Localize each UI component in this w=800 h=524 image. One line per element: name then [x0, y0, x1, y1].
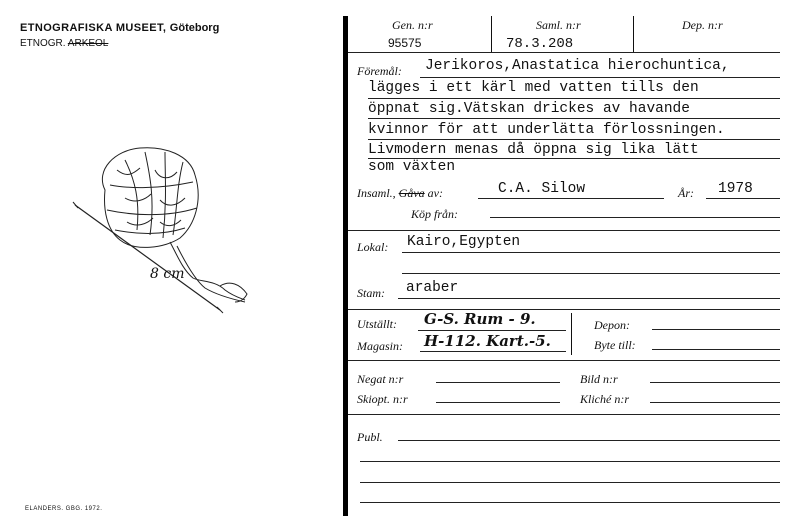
ar-value: 1978 — [718, 181, 753, 197]
lokal-value: Kairo,Egypten — [407, 234, 521, 250]
museum-city: Göteborg — [169, 22, 220, 34]
insaml-value: C.A. Silow — [498, 181, 586, 197]
utstallt-value: G-S. Rum - 9. — [424, 310, 536, 328]
department-line — [20, 38, 108, 49]
museum-name-line — [20, 22, 219, 34]
negat-label: Negat n:r — [357, 372, 404, 386]
depon-label: Depon: — [594, 318, 630, 332]
saml-label: Saml. n:r — [536, 18, 581, 32]
printer-imprint: ELANDERS. GBG. 1972. — [25, 506, 103, 512]
foremal-line-6: som växten — [368, 159, 456, 175]
saml-value: 78.3.208 — [506, 36, 574, 52]
department-struck: ARKEOL — [67, 38, 109, 49]
skiopt-label: Skiopt. n:r — [357, 392, 408, 406]
stam-value: araber — [406, 280, 459, 296]
magasin-value: H-112. Kart.-5. — [424, 332, 551, 350]
foremal-line-1: Jerikoros,Anastatica hierochuntica, — [425, 58, 730, 74]
insaml-label: Insaml., Gåva av: — [357, 186, 443, 200]
museum-name: ETNOGRAFISKA MUSEET, — [20, 22, 167, 34]
byte-label: Byte till: — [594, 338, 636, 352]
gava-struck: Gåva — [398, 186, 425, 200]
foremal-line-5: Livmodern menas då öppna sig lika lätt — [368, 142, 699, 158]
magasin-label: Magasin: — [357, 339, 403, 353]
publ-label: Publ. — [357, 430, 383, 444]
plant-illustration — [65, 130, 265, 370]
department-prefix: ETNOGR. — [20, 38, 66, 49]
scale-label: 8 cm — [150, 266, 185, 282]
foremal-label: Föremål: — [357, 64, 402, 78]
gen-value: 95575 — [388, 36, 422, 50]
dep-label: Dep. n:r — [682, 18, 723, 32]
bild-label: Bild n:r — [580, 372, 618, 386]
cliche-label: Kliché n:r — [580, 392, 629, 406]
scale-line — [75, 205, 220, 310]
gen-label: Gen. n:r — [392, 18, 433, 32]
lokal-label: Lokal: — [357, 240, 389, 254]
utstallt-label: Utställt: — [357, 317, 398, 331]
kop-label: Köp från: — [411, 207, 459, 221]
foremal-line-2: lägges i ett kärl med vatten tills den — [368, 80, 699, 96]
foremal-line-4: kvinnor för att underlätta förlossningen. — [368, 122, 725, 138]
ar-label: År: — [678, 186, 694, 200]
card-left-border — [343, 16, 348, 516]
foremal-line-3: öppnat sig.Vätskan drickes av havande — [368, 101, 690, 117]
stam-label: Stam: — [357, 286, 385, 300]
